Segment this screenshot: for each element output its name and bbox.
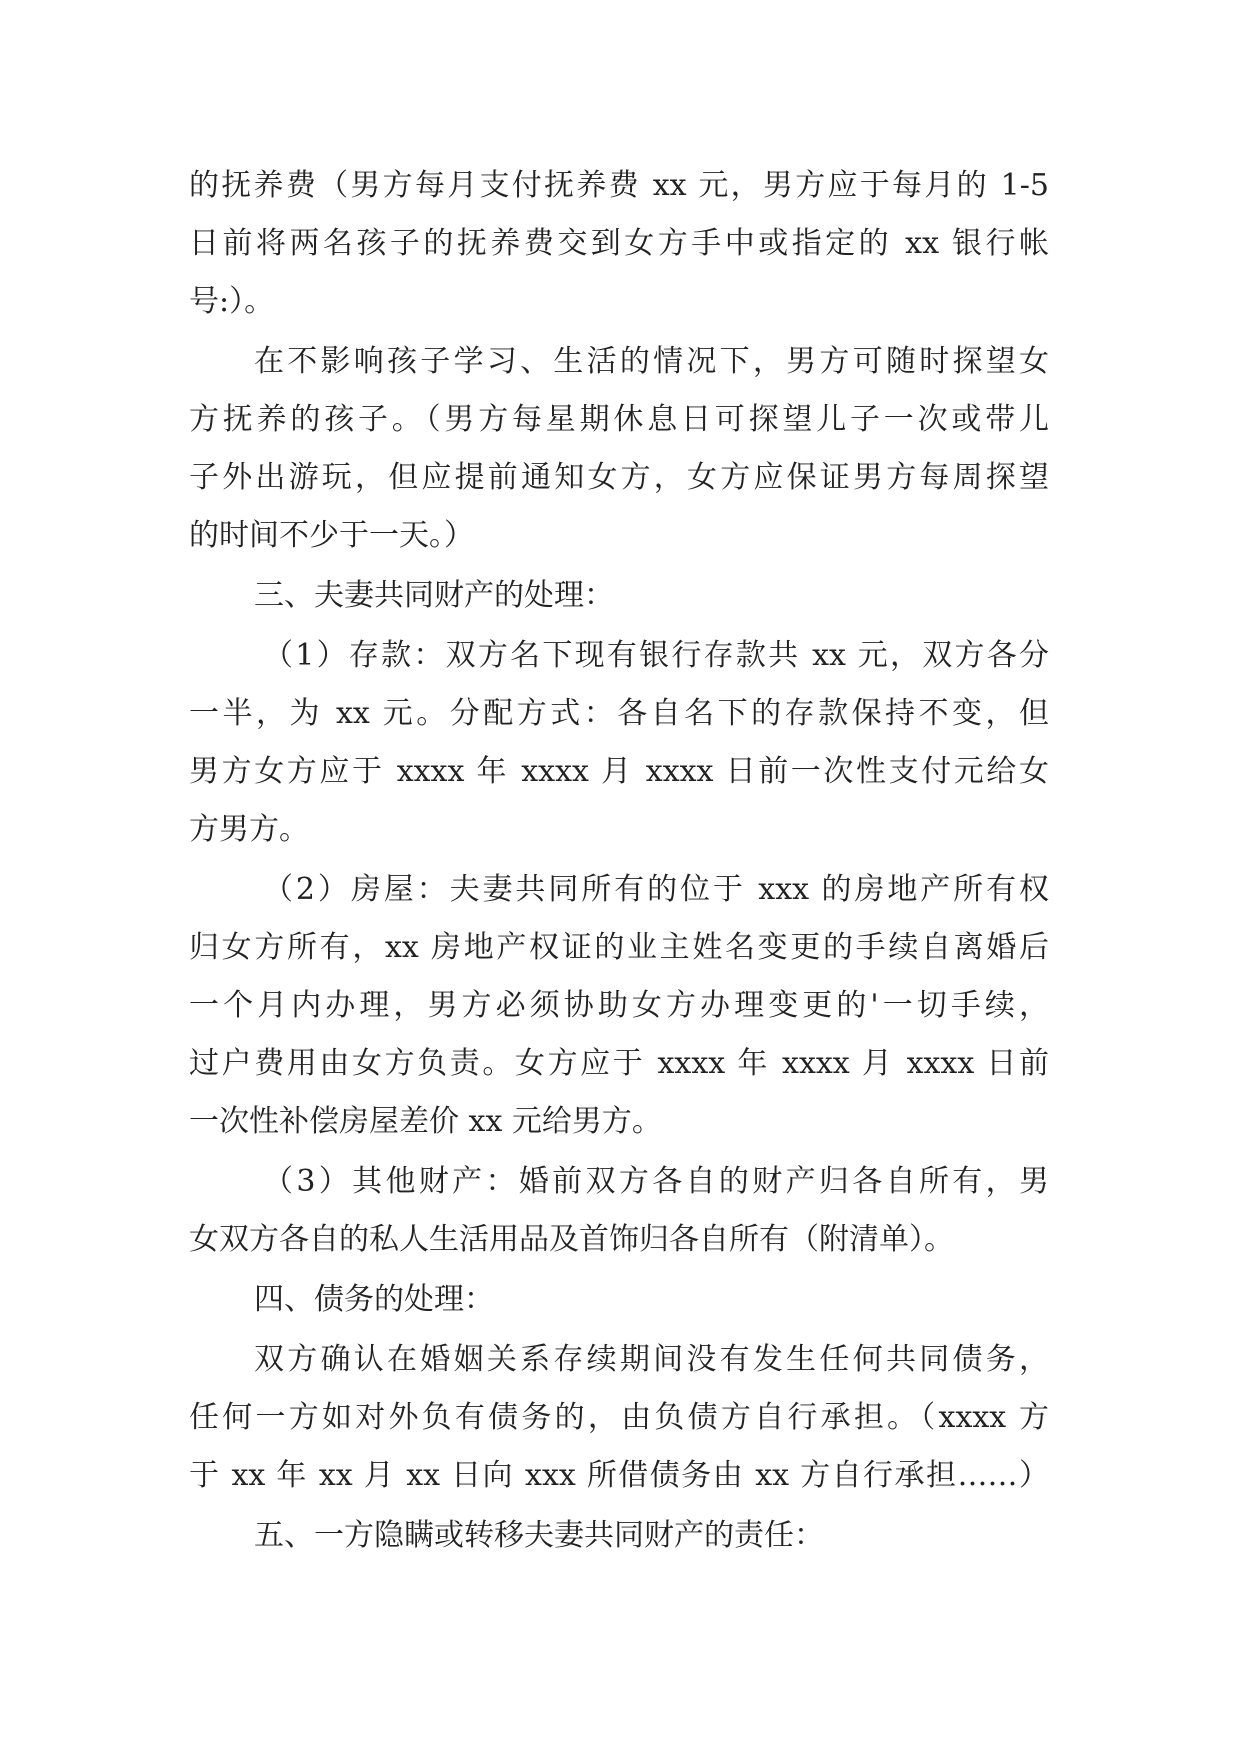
text-line-1: 的抚养费（男方每月支付抚养费 xx 元，男方应于每月的 1-5 (189, 168, 1049, 203)
text-line-9: （1）存款：双方名下现有银行存款共 xx 元，双方各分 (263, 638, 1049, 673)
text-line-5: 方抚养的孩子。（男方每星期休息日可探望儿子一次或带儿 (189, 402, 1049, 437)
section-heading-4: 四、债务的处理： (254, 1282, 494, 1317)
text-line-4: 在不影响孩子学习、生活的情况下，男方可随时探望女 (254, 344, 1049, 379)
text-line-10: 一半，为 xx 元。分配方式：各自名下的存款保持不变，但 (189, 696, 1049, 731)
text-line-19: 女双方各自的私人生活用品及首饰归各自所有（附清单）。 (189, 1222, 954, 1257)
text-line-14: 归女方所有，xx 房地产权证的业主姓名变更的手续自离婚后 (189, 930, 1049, 965)
text-line-17: 一次性补偿房屋差价 xx 元给男方。 (189, 1104, 662, 1139)
text-line-12: 方男方。 (189, 812, 309, 847)
text-line-18: （3）其他财产：婚前双方各自的财产归各自所有，男 (263, 1164, 1049, 1199)
text-line-23: 于 xx 年 xx 月 xx 日向 xxx 所借债务由 xx 方自行承担……） (189, 1458, 1049, 1493)
text-line-7: 的时间不少于一天。） (189, 518, 474, 553)
text-line-21: 双方确认在婚姻关系存续期间没有发生任何共同债务， (254, 1342, 1049, 1377)
text-line-11: 男方女方应于 xxxx 年 xxxx 月 xxxx 日前一次性支付元给女 (189, 754, 1049, 789)
text-line-3: 号:）。 (189, 284, 275, 319)
text-line-22: 任何一方如对外负有债务的，由负债方自行承担。（xxxx 方 (189, 1400, 1049, 1435)
text-line-16: 过户费用由女方负责。女方应于 xxxx 年 xxxx 月 xxxx 日前 (189, 1046, 1049, 1081)
text-line-15: 一个月内办理，男方必须协助女方办理变更的'一切手续， (189, 988, 1049, 1023)
text-line-6: 子外出游玩，但应提前通知女方，女方应保证男方每周探望 (189, 460, 1049, 495)
text-line-13: （2）房屋：夫妻共同所有的位于 xxx 的房地产所有权 (263, 872, 1049, 907)
section-heading-5: 五、一方隐瞒或转移夫妻共同财产的责任： (254, 1518, 824, 1553)
text-line-2: 日前将两名孩子的抚养费交到女方手中或指定的 xx 银行帐 (189, 226, 1049, 261)
section-heading-3: 三、夫妻共同财产的处理： (254, 578, 614, 613)
